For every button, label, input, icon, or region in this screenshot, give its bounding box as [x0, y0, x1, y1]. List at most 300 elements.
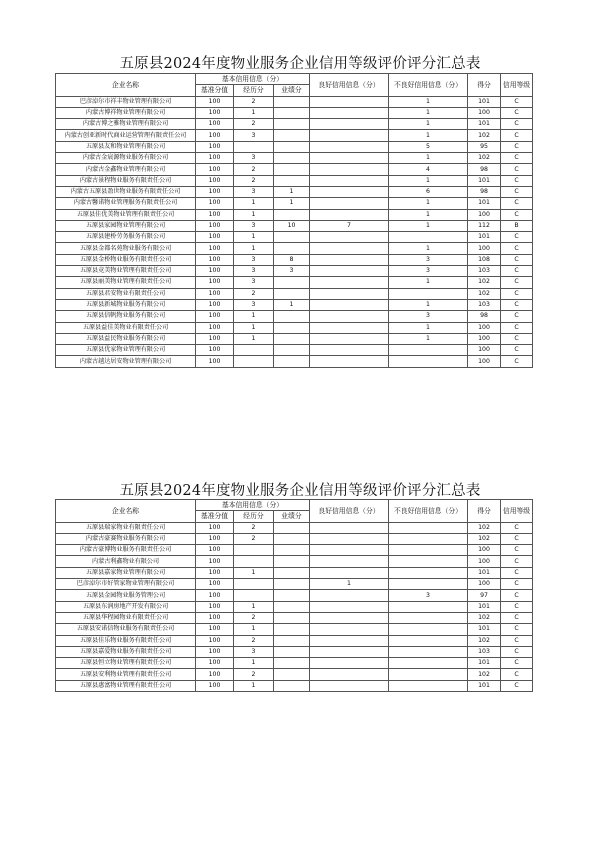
performance-cell	[274, 556, 310, 567]
base-score-cell: 100	[196, 567, 234, 578]
header-performance: 业绩分	[274, 85, 310, 96]
base-score-cell: 100	[196, 130, 234, 141]
score-cell: 100	[468, 356, 501, 367]
table-row	[56, 220, 533, 231]
bad-credit-cell: 1	[389, 96, 468, 107]
base-score-cell: 100	[196, 590, 234, 601]
score-cell: 101	[468, 232, 501, 243]
grade-cell: C	[501, 96, 533, 107]
performance-cell	[274, 243, 310, 254]
table-body	[56, 96, 533, 367]
base-score-cell: 100	[196, 277, 234, 288]
grade-cell: C	[501, 198, 533, 209]
good-credit-cell	[310, 299, 389, 310]
performance-cell	[274, 533, 310, 544]
company-name-cell: 五原县东润房地产开发有限公司	[56, 601, 196, 612]
score-cell: 95	[468, 141, 501, 152]
grade-cell: C	[501, 119, 533, 130]
table-row	[56, 522, 533, 533]
good-credit-cell	[310, 254, 389, 265]
score-cell: 100	[468, 579, 501, 590]
base-score-cell: 100	[196, 175, 234, 186]
grade-cell: C	[501, 624, 533, 635]
score-cell: 102	[468, 533, 501, 544]
experience-cell	[234, 141, 274, 152]
header-basic-info: 基本信用信息（分）	[196, 500, 310, 511]
performance-cell	[274, 680, 310, 691]
experience-cell: 1	[234, 198, 274, 209]
score-cell: 100	[468, 107, 501, 118]
good-credit-cell	[310, 277, 389, 288]
table-row	[56, 680, 533, 691]
score-cell: 100	[468, 545, 501, 556]
experience-cell: 3	[234, 153, 274, 164]
bad-credit-cell: 4	[389, 164, 468, 175]
table-row	[56, 254, 533, 265]
bad-credit-cell: 1	[389, 209, 468, 220]
table-row	[56, 266, 533, 277]
good-credit-cell	[310, 612, 389, 623]
grade-cell: C	[501, 186, 533, 197]
base-score-cell: 100	[196, 186, 234, 197]
performance-cell	[274, 658, 310, 669]
good-credit-cell	[310, 658, 389, 669]
table-row	[56, 130, 533, 141]
company-name-cell: 五原县新城物业服务有限公司	[56, 299, 196, 310]
experience-cell	[234, 590, 274, 601]
experience-cell: 1	[234, 243, 274, 254]
grade-cell: C	[501, 567, 533, 578]
header-score: 得分	[468, 74, 501, 97]
header-score: 得分	[468, 500, 501, 523]
score-table	[55, 499, 533, 692]
performance-cell	[274, 153, 310, 164]
good-credit-cell	[310, 680, 389, 691]
performance-cell: 1	[274, 186, 310, 197]
experience-cell: 2	[234, 96, 274, 107]
base-score-cell: 100	[196, 232, 234, 243]
table-row	[56, 288, 533, 299]
grade-cell: C	[501, 545, 533, 556]
performance-cell	[274, 601, 310, 612]
base-score-cell: 100	[196, 345, 234, 356]
good-credit-cell	[310, 601, 389, 612]
performance-cell	[274, 669, 310, 680]
header-performance: 业绩分	[274, 511, 310, 522]
score-cell: 100	[468, 243, 501, 254]
header-good-credit: 良好信用信息（分）	[310, 74, 389, 97]
table-row	[56, 567, 533, 578]
company-name-cell: 五原县金园物业服务管理公司	[56, 590, 196, 601]
base-score-cell: 100	[196, 680, 234, 691]
table-row	[56, 141, 533, 152]
bad-credit-cell: 3	[389, 311, 468, 322]
grade-cell: C	[501, 130, 533, 141]
bad-credit-cell	[389, 522, 468, 533]
table-row	[56, 299, 533, 310]
score-cell: 103	[468, 266, 501, 277]
score-cell: 101	[468, 567, 501, 578]
performance-cell	[274, 175, 310, 186]
company-name-cell: 五原县信帆物业服务有限公司	[56, 311, 196, 322]
score-cell: 102	[468, 277, 501, 288]
company-name-cell: 巴彦淖尔市祥丰物业管理有限公司	[56, 96, 196, 107]
table-row	[56, 333, 533, 344]
company-name-cell: 五原县建桥劳务服务有限公司	[56, 232, 196, 243]
header-grade: 信用等级	[501, 500, 533, 523]
grade-cell: C	[501, 333, 533, 344]
company-name-cell: 五原县嘉家物业管理有限公司	[56, 567, 196, 578]
table-row	[56, 198, 533, 209]
performance-cell	[274, 345, 310, 356]
header-base-score: 基准分值	[196, 511, 234, 522]
company-name-cell: 五原县安诺信物业服务有限责任公司	[56, 624, 196, 635]
base-score-cell: 100	[196, 601, 234, 612]
good-credit-cell	[310, 243, 389, 254]
bad-credit-cell: 1	[389, 107, 468, 118]
company-name-cell: 巴彦淖尔市好管家物业管理有限公司	[56, 579, 196, 590]
base-score-cell: 100	[196, 612, 234, 623]
table-row	[56, 356, 533, 367]
header-grade: 信用等级	[501, 74, 533, 97]
bad-credit-cell: 6	[389, 186, 468, 197]
company-name-cell: 内蒙古景程物业服务有限责任公司	[56, 175, 196, 186]
bad-credit-cell: 1	[389, 198, 468, 209]
grade-cell: C	[501, 209, 533, 220]
score-cell: 100	[468, 322, 501, 333]
grade-cell: C	[501, 299, 533, 310]
bad-credit-cell	[389, 533, 468, 544]
grade-cell: C	[501, 590, 533, 601]
company-name-cell: 内蒙古五原县盈世物业服务有限责任公司	[56, 186, 196, 197]
experience-cell: 2	[234, 669, 274, 680]
table-row	[56, 590, 533, 601]
good-credit-cell	[310, 266, 389, 277]
grade-cell: C	[501, 232, 533, 243]
performance-cell	[274, 164, 310, 175]
score-cell: 102	[468, 153, 501, 164]
score-cell: 100	[468, 333, 501, 344]
header-bad-credit: 不良好信用信息（分）	[389, 500, 468, 523]
base-score-cell: 100	[196, 209, 234, 220]
company-name-cell: 五原县竟美物业管理有限责任公司	[56, 266, 196, 277]
good-credit-cell	[310, 198, 389, 209]
base-score-cell: 100	[196, 119, 234, 130]
table-row	[56, 545, 533, 556]
table-row	[56, 556, 533, 567]
company-name-cell: 五原县丽美物业管理有限责任公司	[56, 277, 196, 288]
experience-cell: 3	[234, 186, 274, 197]
table-row	[56, 107, 533, 118]
good-credit-cell	[310, 175, 389, 186]
bad-credit-cell	[389, 658, 468, 669]
grade-cell: C	[501, 164, 533, 175]
bad-credit-cell	[389, 624, 468, 635]
performance-cell	[274, 322, 310, 333]
good-credit-cell	[310, 232, 389, 243]
header-basic-info: 基本信用信息（分）	[196, 74, 310, 85]
base-score-cell: 100	[196, 579, 234, 590]
grade-cell: C	[501, 635, 533, 646]
bad-credit-cell: 1	[389, 277, 468, 288]
base-score-cell: 100	[196, 220, 234, 231]
table-row	[56, 164, 533, 175]
experience-cell: 1	[234, 680, 274, 691]
bad-credit-cell: 1	[389, 153, 468, 164]
page-title: 五原县2024年度物业服务企业信用等级评价评分汇总表	[119, 483, 481, 499]
performance-cell	[274, 277, 310, 288]
bad-credit-cell	[389, 567, 468, 578]
experience-cell	[234, 556, 274, 567]
good-credit-cell	[310, 356, 389, 367]
good-credit-cell	[310, 345, 389, 356]
score-cell: 100	[468, 345, 501, 356]
score-cell: 102	[468, 612, 501, 623]
bad-credit-cell	[389, 680, 468, 691]
table-row	[56, 322, 533, 333]
company-name-cell: 五原县家园物业管理有限公司	[56, 220, 196, 231]
experience-cell: 3	[234, 266, 274, 277]
bad-credit-cell	[389, 556, 468, 567]
header-experience: 经历分	[234, 511, 274, 522]
table-row	[56, 119, 533, 130]
good-credit-cell	[310, 311, 389, 322]
experience-cell: 1	[234, 209, 274, 220]
base-score-cell: 100	[196, 299, 234, 310]
bad-credit-cell: 1	[389, 119, 468, 130]
company-name-cell: 五原县益佳美物业有限责任公司	[56, 322, 196, 333]
experience-cell	[234, 545, 274, 556]
grade-cell: C	[501, 658, 533, 669]
experience-cell	[234, 345, 274, 356]
good-credit-cell	[310, 556, 389, 567]
header-bad-credit: 不良好信用信息（分）	[389, 74, 468, 97]
score-cell: 101	[468, 96, 501, 107]
grade-cell: C	[501, 601, 533, 612]
table-row	[56, 533, 533, 544]
performance-cell	[274, 96, 310, 107]
experience-cell: 1	[234, 311, 274, 322]
score-cell: 103	[468, 646, 501, 657]
good-credit-cell	[310, 322, 389, 333]
grade-cell: C	[501, 345, 533, 356]
performance-cell	[274, 333, 310, 344]
bad-credit-cell: 3	[389, 590, 468, 601]
good-credit-cell	[310, 522, 389, 533]
performance-cell	[274, 209, 310, 220]
base-score-cell: 100	[196, 107, 234, 118]
experience-cell: 3	[234, 254, 274, 265]
bad-credit-cell	[389, 579, 468, 590]
performance-cell	[274, 356, 310, 367]
table-row	[56, 277, 533, 288]
score-cell: 101	[468, 175, 501, 186]
bad-credit-cell	[389, 232, 468, 243]
company-name-cell: 内蒙古金宸源物业服务有限公司	[56, 153, 196, 164]
base-score-cell: 100	[196, 322, 234, 333]
company-name-cell: 五原县恒立物业管理有限责任公司	[56, 658, 196, 669]
experience-cell: 2	[234, 288, 274, 299]
grade-cell: C	[501, 612, 533, 623]
grade-cell: C	[501, 288, 533, 299]
table-row	[56, 635, 533, 646]
bad-credit-cell	[389, 601, 468, 612]
experience-cell: 2	[234, 164, 274, 175]
performance-cell	[274, 311, 310, 322]
grade-cell: C	[501, 669, 533, 680]
experience-cell: 3	[234, 646, 274, 657]
base-score-cell: 100	[196, 198, 234, 209]
score-cell: 100	[468, 556, 501, 567]
company-name-cell: 五原县优家物业管理有限公司	[56, 345, 196, 356]
experience-cell: 1	[234, 232, 274, 243]
score-cell: 101	[468, 680, 501, 691]
performance-cell	[274, 119, 310, 130]
base-score-cell: 100	[196, 545, 234, 556]
table-row	[56, 646, 533, 657]
base-score-cell: 100	[196, 288, 234, 299]
company-name-cell: 内蒙古利鑫物业有限公司	[56, 556, 196, 567]
experience-cell: 1	[234, 107, 274, 118]
table-row	[56, 345, 533, 356]
grade-cell: C	[501, 153, 533, 164]
performance-cell: 10	[274, 220, 310, 231]
good-credit-cell	[310, 669, 389, 680]
experience-cell: 2	[234, 635, 274, 646]
base-score-cell: 100	[196, 254, 234, 265]
score-cell: 100	[468, 209, 501, 220]
good-credit-cell: 7	[310, 220, 389, 231]
performance-cell	[274, 232, 310, 243]
experience-cell: 2	[234, 533, 274, 544]
company-name-cell: 五原县安利物业管理有限责任公司	[56, 669, 196, 680]
company-name-cell: 五原县金都名苑物业服务有限公司	[56, 243, 196, 254]
company-name-cell: 五原县益民物业服务有限公司	[56, 333, 196, 344]
base-score-cell: 100	[196, 646, 234, 657]
header-company: 企业名称	[56, 500, 196, 523]
experience-cell: 3	[234, 130, 274, 141]
experience-cell: 2	[234, 612, 274, 623]
company-name-cell: 五原县佳优美物业管理有限责任公司	[56, 209, 196, 220]
base-score-cell: 100	[196, 153, 234, 164]
base-score-cell: 100	[196, 243, 234, 254]
performance-cell	[274, 579, 310, 590]
company-name-cell: 五原县嘉爱物业服务有限责任公司	[56, 646, 196, 657]
bad-credit-cell: 1	[389, 333, 468, 344]
good-credit-cell	[310, 624, 389, 635]
base-score-cell: 100	[196, 311, 234, 322]
bad-credit-cell: 3	[389, 266, 468, 277]
performance-cell	[274, 107, 310, 118]
good-credit-cell	[310, 164, 389, 175]
performance-cell	[274, 635, 310, 646]
experience-cell: 1	[234, 601, 274, 612]
bad-credit-cell	[389, 345, 468, 356]
header-experience: 经历分	[234, 85, 274, 96]
company-name-cell: 五原县瑞家物业有限责任公司	[56, 522, 196, 533]
grade-cell: C	[501, 356, 533, 367]
performance-cell	[274, 545, 310, 556]
score-cell: 101	[468, 119, 501, 130]
bad-credit-cell: 1	[389, 299, 468, 310]
page-title: 五原县2024年度物业服务企业信用等级评价评分汇总表	[119, 56, 481, 72]
bad-credit-cell	[389, 669, 468, 680]
header-base-score: 基准分值	[196, 85, 234, 96]
company-name-cell: 内蒙古博之雅物业管理有限公司	[56, 119, 196, 130]
base-score-cell: 100	[196, 333, 234, 344]
good-credit-cell	[310, 533, 389, 544]
bad-credit-cell	[389, 612, 468, 623]
good-credit-cell	[310, 209, 389, 220]
good-credit-cell	[310, 545, 389, 556]
grade-cell: C	[501, 254, 533, 265]
performance-cell: 8	[274, 254, 310, 265]
table-row	[56, 209, 533, 220]
table-row	[56, 624, 533, 635]
bad-credit-cell: 1	[389, 220, 468, 231]
performance-cell: 1	[274, 299, 310, 310]
performance-cell	[274, 141, 310, 152]
company-name-cell: 内蒙古豪博物业服务有限责任公司	[56, 545, 196, 556]
grade-cell: C	[501, 322, 533, 333]
experience-cell: 1	[234, 567, 274, 578]
company-name-cell: 内蒙古豪赛物业服务有限公司	[56, 533, 196, 544]
bad-credit-cell	[389, 545, 468, 556]
experience-cell: 1	[234, 658, 274, 669]
performance-cell	[274, 624, 310, 635]
score-cell: 97	[468, 590, 501, 601]
company-name-cell: 内蒙古越达居安物业管理有限公司	[56, 356, 196, 367]
company-name-cell: 内蒙古博祥物业管理有限公司	[56, 107, 196, 118]
experience-cell: 3	[234, 299, 274, 310]
base-score-cell: 100	[196, 556, 234, 567]
experience-cell: 2	[234, 522, 274, 533]
performance-cell	[274, 590, 310, 601]
score-cell: 102	[468, 522, 501, 533]
good-credit-cell	[310, 141, 389, 152]
good-credit-cell	[310, 107, 389, 118]
table-row	[56, 232, 533, 243]
company-name-cell: 五原县佳乐物业服务有限责任公司	[56, 635, 196, 646]
bad-credit-cell: 1	[389, 130, 468, 141]
good-credit-cell	[310, 186, 389, 197]
good-credit-cell	[310, 590, 389, 601]
company-name-cell: 五原县华程园物业有限责任公司	[56, 612, 196, 623]
table-row	[56, 153, 533, 164]
performance-cell	[274, 567, 310, 578]
score-cell: 108	[468, 254, 501, 265]
table-row	[56, 601, 533, 612]
table-body	[56, 522, 533, 691]
performance-cell: 1	[274, 198, 310, 209]
performance-cell	[274, 130, 310, 141]
company-name-cell: 五原县惠富物业管理有限责任公司	[56, 680, 196, 691]
performance-cell	[274, 612, 310, 623]
score-cell: 112	[468, 220, 501, 231]
good-credit-cell	[310, 646, 389, 657]
grade-cell: C	[501, 533, 533, 544]
base-score-cell: 100	[196, 96, 234, 107]
grade-cell: C	[501, 175, 533, 186]
base-score-cell: 100	[196, 522, 234, 533]
table-row	[56, 243, 533, 254]
grade-cell: C	[501, 680, 533, 691]
experience-cell	[234, 579, 274, 590]
score-cell: 98	[468, 311, 501, 322]
score-cell: 98	[468, 186, 501, 197]
good-credit-cell	[310, 119, 389, 130]
base-score-cell: 100	[196, 141, 234, 152]
